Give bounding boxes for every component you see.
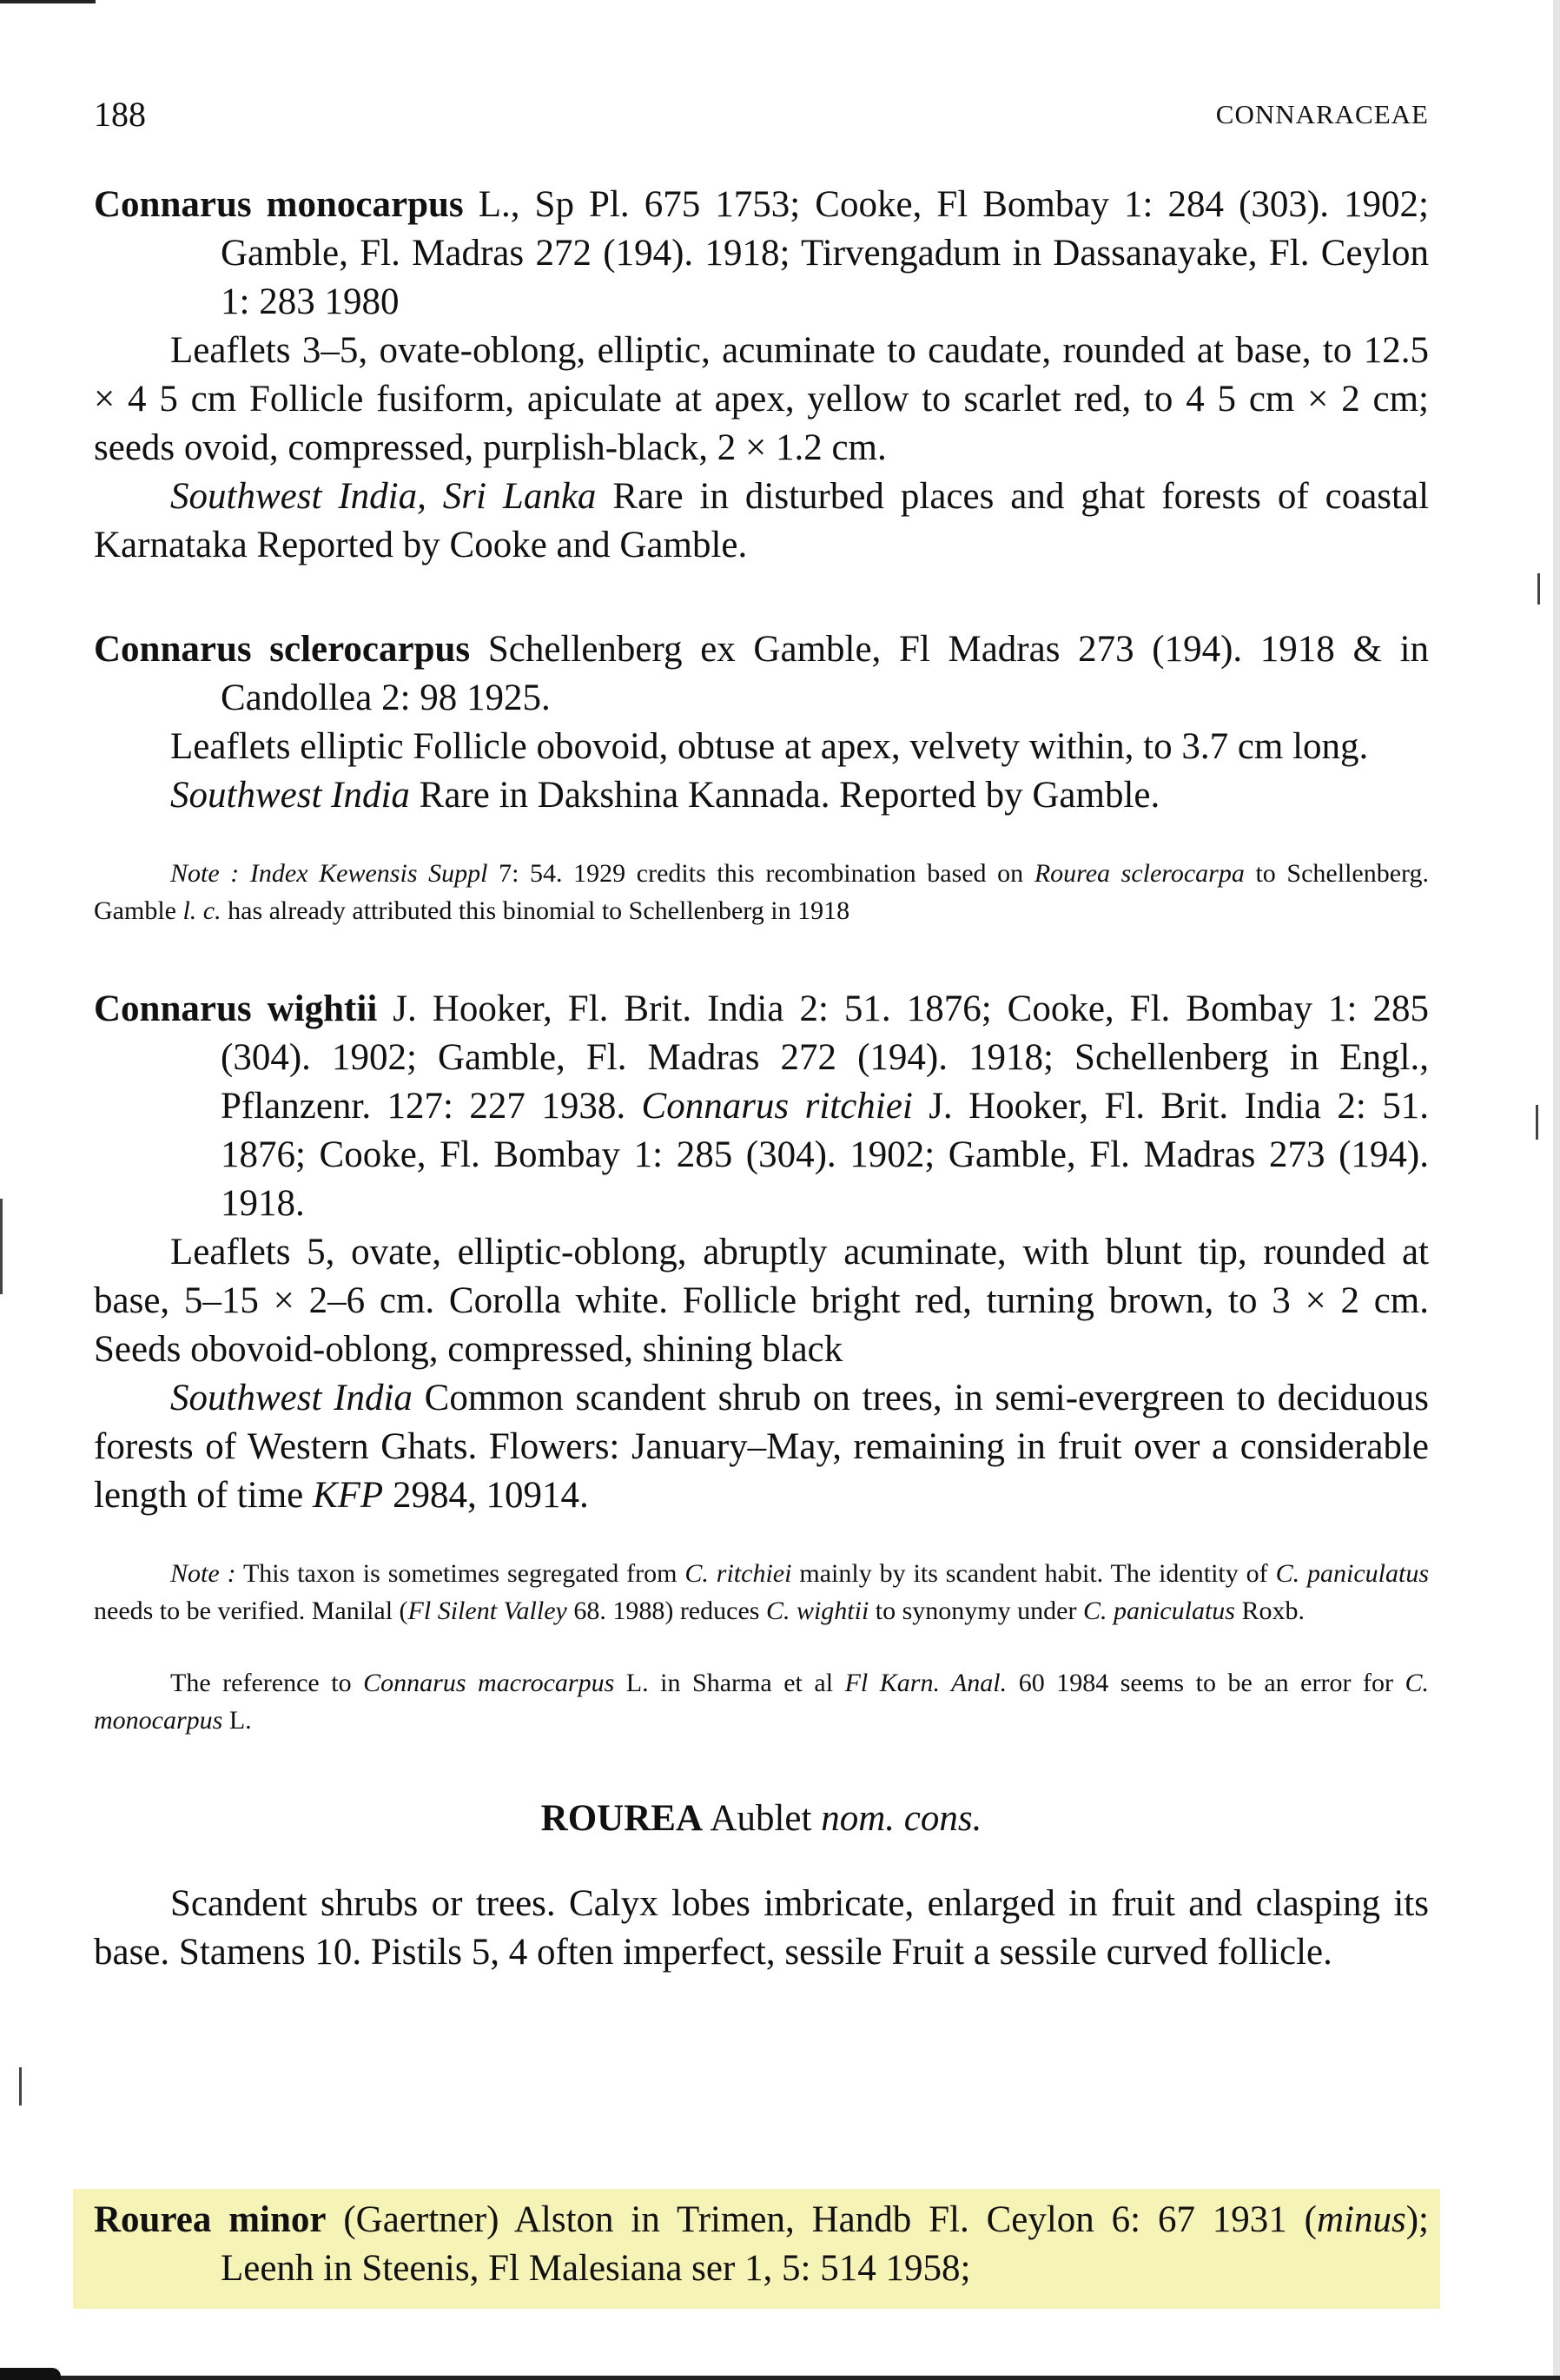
distribution-text: Rare in Dakshina Kannada. Reported by Gamble. [419,775,1160,816]
synonym-citation: J. Hooker, Fl. Brit. India 2: 51. 1876; Cooke, Fl. Bombay 1: 285 (304). 1902; Gamble, Fl. Madras 273 (194). 1918. [221,1086,1429,1224]
note-text: 60 1984 seems to be an error for [1018,1669,1393,1697]
species-description: Leaflets elliptic Follicle obovoid, obtuse at apex, velvety within, to 3.7 cm long. [170,726,1369,767]
note-text: L. in Sharma et al [625,1669,834,1697]
note-text: L. [228,1706,252,1735]
species-description: Leaflets 3–5, ovate-oblong, elliptic, acuminate to caudate, rounded at base, to 12.5 × 4 5 cm Follicle fusiform, apiculate at apex, yellow to scarlet red, to 4 5 cm × 2 cm; seeds ovoid, compressed, purplish-black, 2 × 1.2 cm. [94,330,1429,468]
scan-artifact [0,2368,61,2380]
species-citation-highlighted [94,2196,1429,2293]
distribution-text: Rare in disturbed places and ghat forests of coastal Karnataka Reported by Cooke and Gamble. [94,476,1430,565]
voucher-numbers: 2984, 10914. [392,1475,589,1516]
scan-artifact [0,0,96,3]
taxon-name: Connarus monocarpus [94,184,464,225]
note [94,1664,1429,1739]
note-species: Connarus macrocarpus [363,1669,615,1697]
note-species: C. paniculatus [1275,1559,1430,1588]
region: Southwest India, Sri Lanka [170,476,597,517]
scan-mark [0,1199,3,1294]
scan-mark [1536,1105,1538,1140]
note-species: Rourea sclerocarpa [1034,859,1245,888]
scan-edge [1553,0,1560,2380]
scan-artifact [52,2376,1560,2380]
citation-text: ); Leenh in Steenis, Fl Malesiana ser 1, 5: 514 1958; [221,2199,1429,2289]
note-species: C. wightii [765,1597,869,1625]
taxon-name: Connarus sclerocarpus [94,629,471,670]
note-text: 68. 1988) reduces [573,1597,760,1625]
species-citation [94,625,1429,723]
genus-status: nom. cons. [821,1798,982,1839]
species-entry [94,625,1429,929]
scan-mark [19,2067,22,2106]
note-text: has already attributed this binomial to Schellenberg in 1918 [228,896,850,925]
note-text: The reference to [170,1669,352,1697]
citation-text: L., Sp Pl. 675 1753; Cooke, Fl Bombay 1: 284 (303). 1902; Gamble, Fl. Madras 272 (194). 1918; Tirvengadum in Dassanayake, Fl. Ceylon 1: 283 1980 [221,184,1429,322]
region: Southwest India [170,1378,413,1418]
note-text: to synonymy under [875,1597,1077,1625]
species-entry [94,181,1429,570]
species-entry [94,985,1429,1739]
note-text: needs to be verified. Manilal ( [94,1597,408,1625]
note [94,855,1429,929]
distribution-text: Common scandent shrub on trees, in semi-evergreen to deciduous forests of Western Ghats. Flowers: January–May, remaining in fruit over a considerable length of time [94,1378,1430,1516]
species-citation [94,985,1429,1228]
citation-text: Schellenberg ex Gamble, Fl Madras 273 (194). 1918 & in Candollea 2: 98 1925. [221,629,1430,718]
genus-description: Scandent shrubs or trees. Calyx lobes imbricate, enlarged in fruit and clasping its base. Stamens 10. Pistils 5, 4 often imperfect, sessile Fruit a sessile curved follicle. [94,1883,1429,1973]
region: Southwest India [170,775,410,816]
page-number: 188 [94,95,146,134]
voucher-label: KFP [312,1475,384,1516]
species-citation [94,181,1429,327]
genus-author: Aublet [710,1798,812,1839]
species-distribution [94,771,1429,820]
citation-text: J. Hooker, Fl. Brit. India 2: 51. 1876; Cooke, Fl. Bombay 1: 285 (304). 1902; Gamble, Fl. Madras 272 (194). 1918; Schellenberg in Engl., Pflanzenr. 127: 227 1938. [221,988,1430,1127]
species-distribution [94,473,1429,570]
epithet: minus [1316,2199,1406,2240]
taxon-name: Connarus wightii [94,988,378,1029]
scan-mark [1537,573,1540,605]
note [94,1555,1429,1630]
page-body [94,181,1429,1977]
note-text: This taxon is sometimes segregated from [242,1559,678,1588]
genus-heading [94,1795,1429,1843]
taxon-name: Rourea minor [94,2199,327,2240]
note-text: to Schellenberg. Gamble [94,859,1429,925]
genus-name: ROUREA [540,1798,704,1839]
note-species: C. paniculatus [1082,1597,1235,1625]
note-reference: Fl Karn. Anal. [844,1669,1008,1697]
species-distribution [94,1374,1429,1520]
note-text: mainly by its scandent habit. The identity of [799,1559,1268,1588]
note-text: 7: 54. 1929 credits this recombination based on [499,859,1024,888]
note-loc-cit: l. c. [182,896,221,925]
synonym-name: Connarus ritchiei [641,1086,913,1127]
citation-text: (Gaertner) Alston in Trimen, Handb Fl. Ceylon 6: 67 1931 ( [343,2199,1317,2240]
note-reference: Fl Silent Valley [407,1597,567,1625]
species-description: Leaflets 5, ovate, elliptic-oblong, abruptly acuminate, with blunt tip, rounded at base, 5–15 × 2–6 cm. Corolla white. Follicle bright red, turning brown, to 3 × 2 cm. Seeds obovoid-oblong, compressed, shining black [94,1232,1429,1370]
note-species: C. ritchiei [684,1559,792,1588]
note-text: Roxb. [1241,1597,1305,1625]
page-header [94,94,1429,146]
note-source: Index Kewensis Suppl [249,859,488,888]
note-species: C. monocarpus [94,1669,1430,1735]
running-head: CONNARACEAE [1215,99,1429,129]
note-label: Note : [170,859,240,888]
note-label: Note : [170,1559,236,1588]
